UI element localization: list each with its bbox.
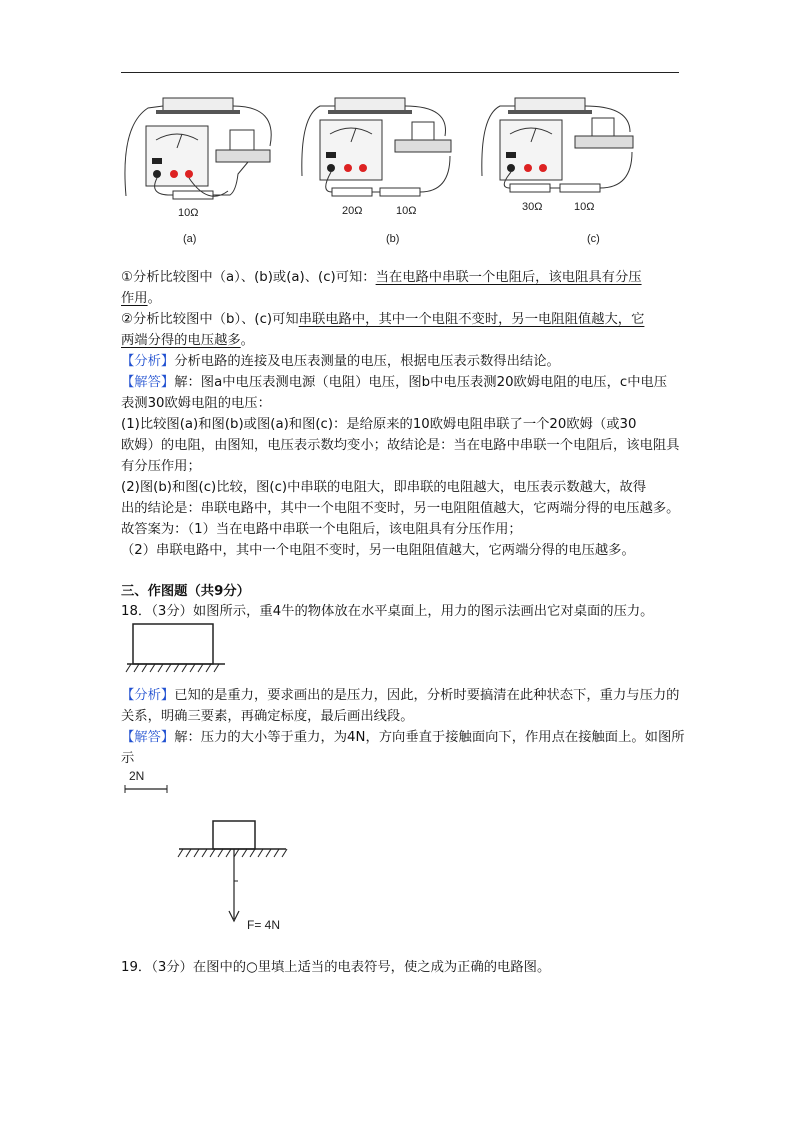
block [213, 821, 255, 849]
header-rule [121, 72, 679, 73]
circuit-figures [118, 96, 648, 248]
answer-tag: 【解答】 [121, 730, 175, 745]
q17-answer-line-7: 出的结论是：串联电路中，其中一个电阻不变时，另一电阻阻值越大，它两端分得的电压越多。 [121, 501, 680, 516]
q17-answer-line-2: 表测30欧姆电阻的电压： [121, 396, 271, 411]
q17-answer-1b: 作用 [121, 291, 148, 306]
q17-answer-line-4: 欧姆）的电阻，由图知，电压表示数均变小；故结论是：当在电路中串联一个电阻后，该电阻具 [121, 438, 680, 453]
panel-c-resistor-label-1: 30Ω [522, 201, 543, 213]
panel-b-caption: (b) [386, 233, 400, 245]
analysis-tag: 【分析】 [121, 354, 175, 369]
q17-answer-1a: 当在电路中串联一个电阻后，该电阻具有分压 [375, 270, 642, 285]
analysis-tag: 【分析】 [121, 688, 175, 703]
panel-c-caption: (c) [587, 233, 600, 245]
circuit-panel-a [125, 98, 271, 245]
panel-a-resistor-label: 10Ω [178, 207, 199, 219]
q17-answer-line-6: (2)图(b)和图(c)比较，图(c)中串联的电阻大，即串联的电阻越大，电压表示数越大，故得 [121, 480, 647, 495]
q18-figure-block-on-table [121, 620, 231, 676]
q17-answer-2a: 串联电路中，其中一个电阻不变时，另一电阻阻值越大，它 [298, 312, 645, 327]
q19-stem: 19．（3分）在图中的○里填上适当的电表符号，使之成为正确的电路图。 [121, 960, 551, 975]
q17-answer-line-8: 故答案为：（1）当在电路中串联一个电阻后，该电阻具有分压作用； [121, 522, 522, 537]
panel-c-resistor-label-2: 10Ω [574, 201, 595, 213]
circuit-panel-b [302, 98, 451, 245]
q17-line-4: 两端分得的电压越多。 [121, 333, 254, 348]
q17-line-1: ①分析比较图中（a）、(b)或(a)、(c)可知：当在电路中串联一个电阻后，该电阻具有分压 [121, 270, 642, 285]
q17-answer-line-3: (1)比较图(a)和图(b)或图(a)和图(c)：是给原来的10欧姆电阻串联了一个20欧姆（或30 [121, 417, 637, 432]
q18-analysis-line-2: 关系，明确三要素，再确定标度，最后画出线段。 [121, 709, 414, 724]
answer-tag: 【解答】 [121, 375, 175, 390]
q18-answer-line-1: 【解答】解：压力的大小等于重力，为4N，方向垂直于接触面向下，作用点在接触面上。如图所 [121, 730, 685, 745]
q17-line-3: ②分析比较图中（b）、(c)可知串联电路中，其中一个电阻不变时，另一电阻阻值越大，它 [121, 312, 645, 327]
q18-answer-line-2: 示 [121, 751, 135, 766]
circuit-panel-c [482, 98, 633, 245]
q18-analysis-line-1: 【分析】已知的是重力，要求画出的是压力，因此，分析时要搞清在此种状态下，重力与压力的 [121, 688, 680, 703]
q17-answer-line-9: （2）串联电路中，其中一个电阻不变时，另一电阻阻值越大，它两端分得的电压越多。 [121, 543, 635, 558]
q18-stem: 18．（3分）如图所示，重4牛的物体放在水平桌面上，用力的图示法画出它对桌面的压力。 [121, 604, 654, 619]
scale-label: 2N [129, 769, 145, 783]
q17-answer-2b: 两端分得的电压越多 [121, 333, 241, 348]
force-label: F= 4N [247, 918, 281, 932]
q17-answer-line-5: 有分压作用； [121, 459, 201, 474]
q18-answer-figure [121, 765, 321, 935]
q17-line-2: 作用。 [121, 291, 161, 306]
section-title: 三、作图题（共9分） [121, 584, 250, 599]
panel-b-resistor-label-2: 10Ω [396, 205, 417, 217]
q17-analysis: 【分析】分析电路的连接及电压表测量的电压，根据电压表示数得出结论。 [121, 354, 560, 369]
panel-a-caption: (a) [183, 233, 197, 245]
q17-answer-line-1: 【解答】解：图a中电压表测电源（电阻）电压，图b中电压表测20欧姆电阻的电压，c中电压 [121, 375, 668, 390]
panel-b-resistor-label-1: 20Ω [342, 205, 363, 217]
